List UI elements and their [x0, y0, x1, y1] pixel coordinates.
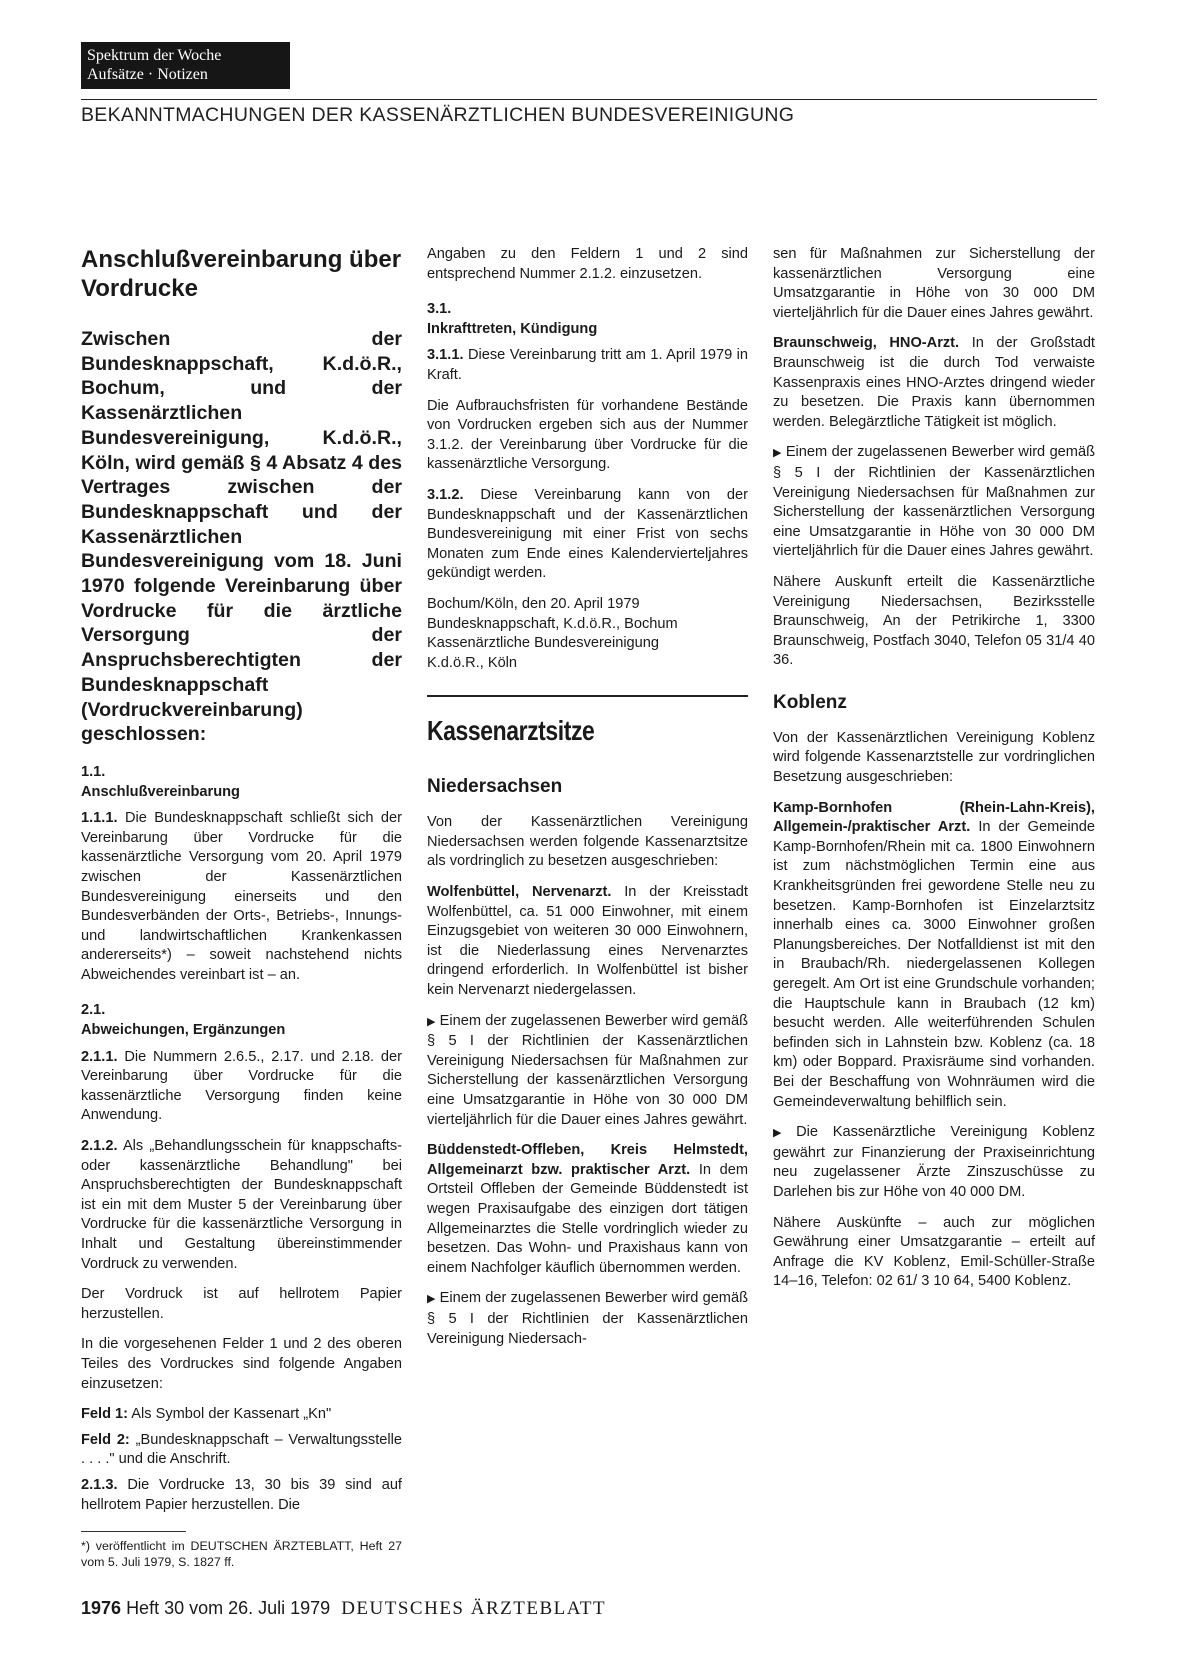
- page-footer: [81, 1598, 606, 1620]
- section-title: Inkrafttreten, Kündigung: [427, 320, 598, 337]
- column-3: [773, 245, 1095, 1303]
- arrow-icon: ▶: [773, 447, 782, 460]
- arrow-icon: ▶: [773, 1127, 793, 1140]
- paragraph-aufbrauch: Die Aufbrauchsfristen für vorhandene Bestände von Vordrucken ergeben sich aus der Nummer 3.1.2. der Vereinbarung über Vordrucke für die kassenärztliche Versorgung.: [427, 397, 748, 473]
- section-number: 1.1.: [81, 763, 106, 780]
- listing-braunschweig: Braunschweig, HNO-Arzt. In der Großstadt Braunschweig ist die durch Tod verwaiste Kassenpraxis eines HNO-Arztes dringend wieder zu besetzen. Die Praxis kann übernommen werden. Belegärztliche Tätigkeit ist möglich.: [773, 335, 1095, 430]
- feld-2: Feld 2: „Bundesknappschaft – Verwaltungsstelle . . . ." und die Anschrift.: [81, 1431, 402, 1468]
- journal-name: DEUTSCHES ÄRZTEBLATT: [341, 1598, 607, 1619]
- page-header: BEKANNTMACHUNGEN DER KASSENÄRZTLICHEN BUNDESVEREINIGUNG: [81, 104, 795, 126]
- section-badge: [81, 42, 290, 89]
- koblenz-contact: Nähere Auskünfte – auch zur möglichen Gewährung einer Umsatzgarantie – erteilt auf Anfrage die KV Koblenz, Emil-Schüller-Straße 14–16, Telefon: 02 61/ 3 10 64, 5400 Koblenz.: [773, 1214, 1095, 1290]
- paragraph-2-1-2: 2.1.2. Als „Behandlungsschein für knappschafts- oder kassenärztliche Behandlung" bei Anspruchsberechtigten der Bundesknappschaft ist ein mit dem Muster 5 der Vereinbarung über Vordrucke für die kassenärztliche Versorgung in Inhalt und Gestaltung übereinstimmender Vordruck zu verwenden.: [81, 1138, 403, 1272]
- footnote: *) veröffentlicht im DEUTSCHEN ÄRZTEBLATT, Heft 27 vom 5. Juli 1979, S. 1827 ff.: [81, 1539, 402, 1570]
- koblenz-finance: ▶ Die Kassenärztliche Vereinigung Koblenz gewährt zur Finanzierung der Praxiseinrichtung neu zugelassener Ärzte Zinszuschüsse zu Darlehen bis zur Höhe von 40 000 DM.: [773, 1124, 1095, 1200]
- kassenarztsitze-title: Kassenarztsitze: [427, 715, 595, 747]
- article-title: Anschlußvereinbarung über Vordrucke: [81, 246, 402, 302]
- section-2-1-heading: [81, 1001, 402, 1040]
- koblenz-heading: Koblenz: [773, 691, 847, 713]
- section-1-1-heading: [81, 763, 402, 802]
- section-title: Anschlußvereinbarung: [81, 783, 240, 800]
- column-1: [81, 245, 402, 1581]
- page-number: 1976: [81, 1598, 122, 1618]
- badge-line-2: Aufsätze · Notizen: [87, 66, 208, 83]
- column-2: [427, 245, 748, 1360]
- signature-block: [427, 595, 748, 673]
- signature-line: K.d.ö.R., Köln: [427, 654, 518, 671]
- arrow-icon: ▶: [427, 1015, 436, 1028]
- guarantee-wolfenbuettel: ▶ Einem der zugelassenen Bewerber wird gemäß § 5 I der Richtlinien der Kassenärztlichen Vereinigung Niedersachsen für Maßnahmen zur Sicherstellung der kassenärztlichen Versorgung eine Umsatzgarantie in Höhe von 30 000 DM vierteljährlich für die Dauer eines Jahres gewährt.: [427, 1012, 748, 1128]
- paragraph-2-1-1: 2.1.1. Die Nummern 2.6.5., 2.17. und 2.18. der Vereinbarung über Vordrucke für die kassenärztliche Versorgung finden keine Anwendung.: [81, 1048, 403, 1124]
- footnote-rule: [81, 1531, 186, 1532]
- listing-bueddenstedt: Büddenstedt-Offleben, Kreis Helmstedt, Allgemeinarzt bzw. praktischer Arzt. In dem Ortsteil Offleben der Gemeinde Büddenstedt ist wegen Praxisaufgabe des einzigen dort tätigen Allgemeinarztes die Stelle vordringlich wieder zu besetzen. Das Wohn- und Praxishaus kann von einem Nachfolger käuflich übernommen werden.: [427, 1142, 748, 1276]
- section-rule: [427, 695, 748, 697]
- badge-line-1: Spektrum der Woche: [87, 47, 222, 64]
- niedersachsen-heading: Niedersachsen: [427, 776, 563, 798]
- signature-line: Kassenärztliche Bundesvereinigung: [427, 635, 660, 652]
- section-3-1-heading: [427, 300, 748, 339]
- paragraph-3-1-2: 3.1.2. Diese Vereinbarung kann von der Bundesknappschaft und der Kassenärztlichen Bundesvereinigung mit einer Frist von sechs Monaten zum Ende eines Kalendervierteljahres gekündigt werden.: [427, 486, 748, 582]
- signature-line: Bochum/Köln, den 20. April 1979: [427, 595, 640, 612]
- signature-line: Bundesknappschaft, K.d.ö.R., Bochum: [427, 615, 678, 632]
- paragraph-felder: In die vorgesehenen Felder 1 und 2 des oberen Teiles des Vordruckes sind folgende Angaben einzusetzen:: [81, 1336, 402, 1392]
- paragraph-angaben: Angaben zu den Feldern 1 und 2 sind entsprechend Nummer 2.1.2. einzusetzen.: [427, 246, 748, 282]
- guarantee-bueddenstedt-end: sen für Maßnahmen zur Sicherstellung der kassenärztlichen Versorgung eine Umsatzgarantie in Höhe von 30 000 DM vierteljährlich für die Dauer eines Jahres gewährt.: [773, 246, 1095, 321]
- guarantee-bueddenstedt-start: ▶ Einem der zugelassenen Bewerber wird gemäß § 5 I der Richtlinien der Kassenärztlichen Vereinigung Niedersach-: [427, 1290, 748, 1347]
- niedersachsen-intro: Von der Kassenärztlichen Vereinigung Niedersachsen werden folgende Kassenarztsitze als vordringlich zu besetzen ausgeschrieben:: [427, 814, 748, 870]
- guarantee-braunschweig: ▶ Einem der zugelassenen Bewerber wird gemäß § 5 I der Richtlinien der Kassenärztlichen Vereinigung Niedersachsen für Maßnahmen zur Sicherstellung der kassenärztlichen Versorgung eine Umsatzgarantie in Höhe von 30 000 DM vierteljährlich für die Dauer eines Jahres gewährt.: [773, 444, 1095, 560]
- listing-wolfenbuettel: Wolfenbüttel, Nervenarzt. In der Kreisstadt Wolfenbüttel, ca. 51 000 Einwohner, mit einem Einzugsgebiet von weiteren 30 000 Einwohnern, ist die Niederlassung eines Nervenarztes dringend erforderlich. In Wolfenbüttel ist bisher kein Nervenarzt niedergelassen.: [427, 884, 748, 999]
- article-lead: Zwischen der Bundesknappschaft, K.d.ö.R., Bochum, und der Kassenärztlichen Bundesvereinigung, K.d.ö.R., Köln, wird gemäß § 4 Absatz 4 des Vertrages zwischen der Bundesknappschaft und der Kassenärztlichen Bundesvereinigung vom 18. Juni 1970 folgende Vereinbarung über Vordrucke für die ärztliche Versorgung der Anspruchsberechtigten der Bundesknappschaft (Vordruckvereinbarung) geschlossen:: [81, 328, 402, 746]
- header-rule: [81, 99, 1097, 100]
- feld-1: Feld 1: Als Symbol der Kassenart „Kn": [81, 1406, 332, 1423]
- section-title: Abweichungen, Ergänzungen: [81, 1022, 286, 1039]
- koblenz-intro: Von der Kassenärztlichen Vereinigung Koblenz wird folgende Kassenarztstelle zur vordringlichen Besetzung ausgeschrieben:: [773, 729, 1095, 786]
- issue-info: Heft 30 vom 26. Juli 1979: [126, 1598, 331, 1618]
- paragraph-1-1-1: 1.1.1. Die Bundesknappschaft schließt sich der Vereinbarung über Vordrucke für die kassenärztliche Versorgung vom 20. April 1979 zwischen der Kassenärztlichen Bundesvereinigung einerseits und den Bundesverbänden der Orts-, Betriebs-, Innungs- und landwirtschaftlichen Krankenkassen andererseits*) – soweit nachstehend nichts Abweichendes vereinbart ist – an.: [81, 810, 402, 983]
- paragraph-3-1-1: 3.1.1. Diese Vereinbarung tritt am 1. April 1979 in Kraft.: [427, 347, 749, 383]
- section-number: 2.1.: [81, 1002, 106, 1019]
- section-number: 3.1.: [427, 301, 452, 318]
- niedersachsen-contact: Nähere Auskunft erteilt die Kassenärztliche Vereinigung Niedersachsen, Bezirksstelle Braunschweig, An der Petrikirche 1, 3300 Braunschweig, Postfach 3040, Telefon 05 31/4 40 36.: [773, 573, 1095, 669]
- arrow-icon: ▶: [427, 1293, 436, 1306]
- listing-kamp-bornhofen: Kamp-Bornhofen (Rhein-Lahn-Kreis), Allgemein-/praktischer Arzt. In der Gemeinde Kamp-Bornhofen/Rhein mit ca. 1800 Einwohnern ist zum nächstmöglichen Termin eine aus Krankheitsgründen frei gewordene Stelle neu zu besetzen. Kamp-Bornhofen ist Einzelarztsitz innerhalb eines ca. 3000 Einwohner großen Planungsbereiches. Der Notfalldienst ist mit den in Braubach/Rh. niedergelassenen Kollegen geregelt. Am Ort ist eine Grundschule vorhanden; die Hauptschule kann in Braubach (12 km) besucht werden. Alle weiterführenden Schulen befinden sich in Lahnstein bzw. Koblenz (ca. 18 km) oder Boppard. Praxisräume sind vorhanden. Bei der Beschaffung von Wohnräumen wird die Gemeindeverwaltung behilflich sein.: [773, 799, 1095, 1110]
- paragraph-vordruck: Der Vordruck ist auf hellrotem Papier herzustellen.: [81, 1286, 402, 1322]
- paragraph-2-1-3: 2.1.3. Die Vordrucke 13, 30 bis 39 sind auf hellrotem Papier herzustellen. Die: [81, 1476, 402, 1513]
